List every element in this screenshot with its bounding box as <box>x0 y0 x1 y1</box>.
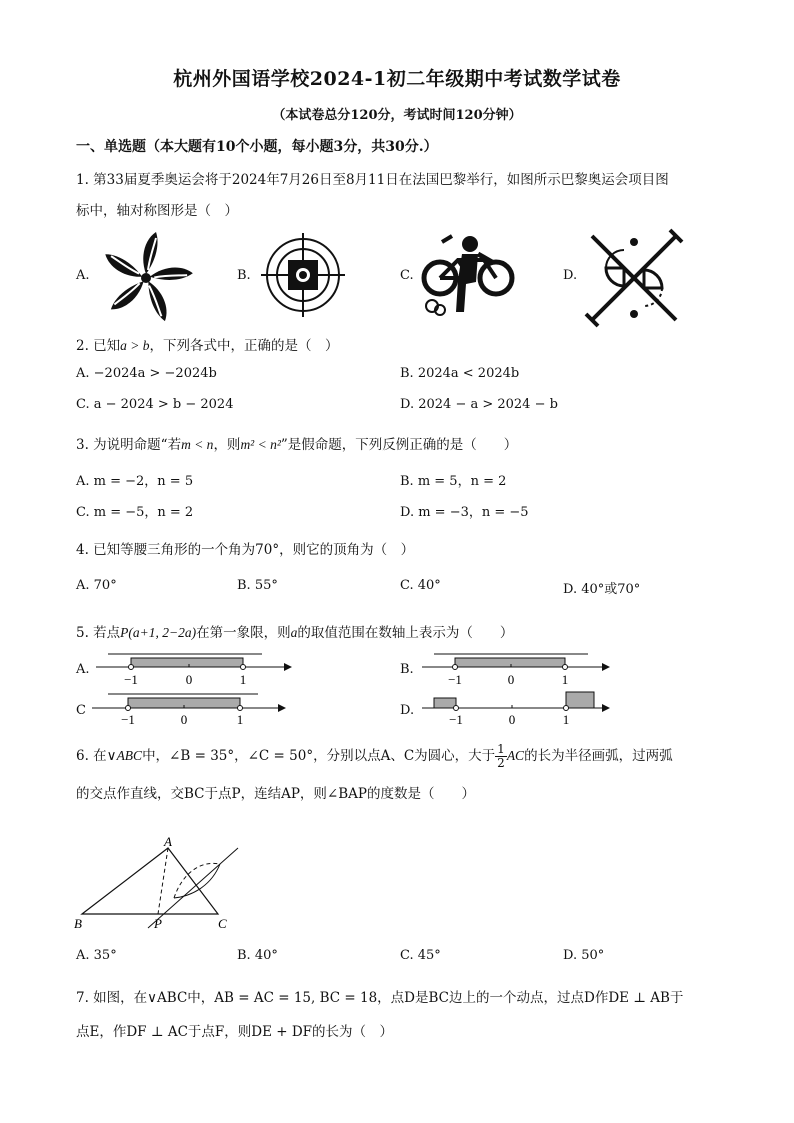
q4-option-c: C. 40° <box>400 578 441 593</box>
q5-c-tick-1: 1 <box>236 712 244 727</box>
q6-label-c: C <box>218 916 227 931</box>
q6-stem-segment: AC <box>506 748 525 763</box>
q5-d-tick-0: 0 <box>508 712 516 727</box>
exam-title: 杭州外国语学校2024-1初二年级期中考试数学试卷 <box>173 68 621 90</box>
q5-stem-suffix: 的取值范围在数轴上表示为（ ） <box>297 625 514 641</box>
q2-option-d: D. 2024 − a > 2024 − b <box>400 397 558 412</box>
q6-triangle-figure <box>70 832 250 932</box>
q2-stem-prefix: 2. 已知 <box>76 338 121 354</box>
q5-a-tick-neg1: −1 <box>124 672 138 687</box>
q6-label-b: B <box>74 916 82 931</box>
q1-option-d-fencing-icon <box>584 228 684 328</box>
q2-stem-suffix: ，下列各式中，正确的是（ ） <box>149 338 339 354</box>
q4-option-d: D. 40°或70° <box>563 582 641 597</box>
q4-stem-prefix: 4. 已知等腰三角形的一个角为 <box>76 542 256 558</box>
q6-stem-line1 <box>76 743 673 770</box>
q6-fraction-denominator: 2 <box>497 756 505 770</box>
q3-option-a: A. m = −2，n = 5 <box>76 474 194 489</box>
q6-label-a: A <box>164 834 172 849</box>
q6-stem-triangle: ABC <box>116 748 143 763</box>
q5-option-d-numberline <box>420 688 620 730</box>
section-heading: 一、单选题（本大题有10个小题，每小题3分，共30分.） <box>76 139 438 155</box>
q5-stem <box>76 621 513 641</box>
q1-option-c-bicycle-icon <box>418 232 518 322</box>
q1-option-c-label: C. <box>400 268 414 283</box>
q6-fraction-numerator: 1 <box>497 742 505 756</box>
q3-option-b: B. m = 5，n = 2 <box>400 474 507 489</box>
q5-stem-prefix: 5. 若点 <box>76 625 121 641</box>
q1-stem-line1: 1. 第33届夏季奥运会将于2024年7月26日至8月11日在法国巴黎举行，如图所示巴黎奥运会项目图 <box>76 172 669 188</box>
q5-stem-variable: a <box>290 625 298 640</box>
q4-stem <box>76 538 414 558</box>
q5-option-c-label: C <box>76 703 86 718</box>
q6-option-a: A. 35° <box>76 948 117 963</box>
q1-option-d-label: D. <box>563 268 578 283</box>
q5-b-tick-1: 1 <box>561 672 569 687</box>
q6-stem-prefix: 6. 在∨ <box>76 748 117 764</box>
q4-option-b: B. 55° <box>237 578 278 593</box>
q6-stem-middle: 中，∠B = 35°，∠C = 50°，分别以点A、C为圆心，大于 <box>142 748 496 764</box>
q3-stem-conclusion: m² < n² <box>240 437 281 452</box>
q5-option-b-label: B. <box>400 662 414 677</box>
q3-stem-hypothesis: m < n <box>181 437 214 452</box>
q5-option-b-numberline <box>420 648 620 690</box>
q2-stem <box>76 334 339 354</box>
q6-option-c: C. 45° <box>400 948 441 963</box>
q4-stem-angle: 70° <box>255 542 280 558</box>
q7-stem-line1: 7. 如图，在∨ABC中，AB = AC = 15, BC = 18，点D是BC边上的一个动点，过点D作DE ⊥ AB于 <box>76 990 684 1006</box>
q5-c-tick-0: 0 <box>180 712 188 727</box>
q6-label-p: P <box>154 916 162 931</box>
q3-stem-prefix: 3. 为说明命题“若 <box>76 437 182 453</box>
q2-option-b: B. 2024a < 2024b <box>400 366 520 381</box>
q3-stem <box>76 433 517 453</box>
q3-stem-suffix: ”是假命题，下列反例正确的是（ ） <box>280 437 518 453</box>
q6-option-b: B. 40° <box>237 948 278 963</box>
q2-stem-condition: a > b <box>120 338 150 353</box>
q1-option-a-label: A. <box>76 268 90 283</box>
q2-option-a: A. −2024a > −2024b <box>76 366 217 381</box>
q6-stem-line2: 的交点作直线，交BC于点P，连结AP，则∠BAP的度数是（ ） <box>76 786 475 802</box>
q5-d-tick-1: 1 <box>562 712 570 727</box>
q1-stem-line2: 标中，轴对称图形是（ ） <box>76 203 238 219</box>
q5-stem-point: P(a+1, 2−2a) <box>120 625 197 640</box>
q5-b-tick-neg1: −1 <box>448 672 462 687</box>
q2-option-c: C. a − 2024 > b − 2024 <box>76 397 234 412</box>
q1-option-b-label: B. <box>237 268 251 283</box>
q7-stem-line2: 点E，作DF ⊥ AC于点F，则DE + DF的长为（ ） <box>76 1024 394 1040</box>
q5-c-tick-neg1: −1 <box>121 712 135 727</box>
exam-subtitle: （本试卷总分120分，考试时间120分钟） <box>272 108 522 123</box>
q5-a-tick-1: 1 <box>239 672 247 687</box>
q3-option-c: C. m = −5，n = 2 <box>76 505 194 520</box>
q6-fraction-half <box>495 743 507 770</box>
q3-stem-middle: ，则 <box>213 437 241 453</box>
q5-b-tick-0: 0 <box>507 672 515 687</box>
q3-option-d: D. m = −3，n = −5 <box>400 505 529 520</box>
q5-option-a-numberline <box>94 648 294 690</box>
q6-stem-suffix: 的长为半径画弧，过两弧 <box>524 748 673 764</box>
q5-option-a-label: A. <box>76 662 90 677</box>
q5-a-tick-0: 0 <box>185 672 193 687</box>
q6-option-d: D. 50° <box>563 948 605 963</box>
q5-d-tick-neg1: −1 <box>449 712 463 727</box>
q5-stem-middle: 在第一象限，则 <box>196 625 291 641</box>
q5-option-d-label: D. <box>400 703 415 718</box>
q1-option-a-pinwheel-icon <box>96 228 196 328</box>
q1-option-b-target-icon <box>258 230 348 320</box>
q4-option-a: A. 70° <box>76 578 117 593</box>
q4-stem-suffix: ，则它的顶角为（ ） <box>279 542 415 558</box>
q5-option-c-numberline <box>90 688 290 730</box>
